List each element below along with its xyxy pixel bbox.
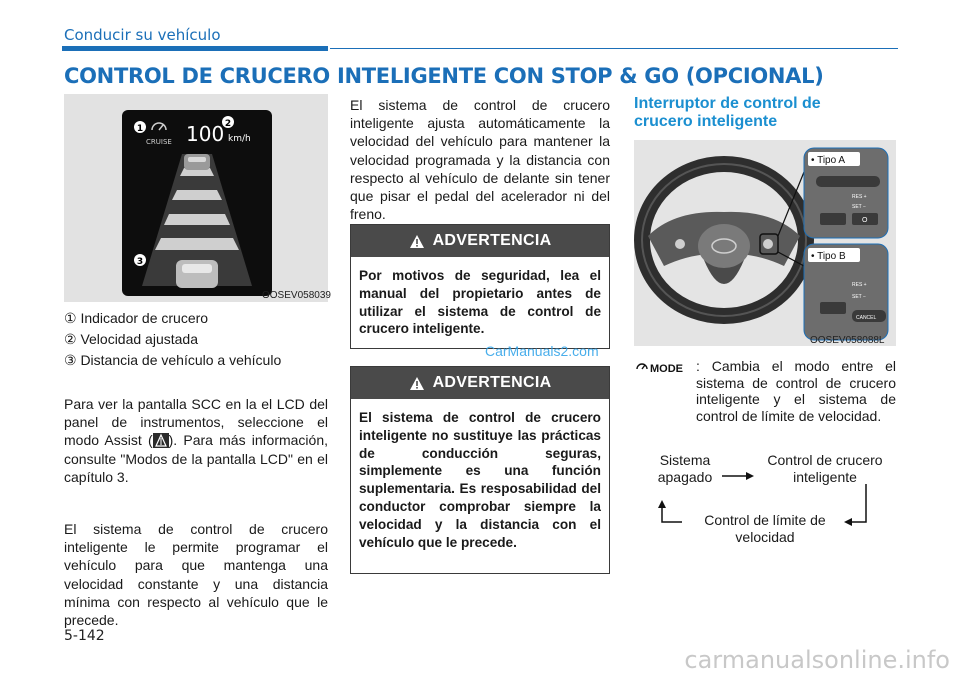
svg-text:SET −: SET − <box>852 294 866 300</box>
distance-button-b <box>820 302 846 314</box>
speed-unit: km/h <box>228 134 251 144</box>
type-a-label: • Tipo A <box>811 155 846 166</box>
mode-button-icon <box>634 360 694 376</box>
scc-display-text-a: Para ver la pantalla SCC en la el LCD del panel de instrumentos, seleccione el modo Assist ( <box>64 396 328 449</box>
figure2-code: OOSEV058088L <box>810 335 885 346</box>
assist-mode-icon <box>153 433 169 448</box>
warning-text-2: El sistema de control de crucero inteligente no sustituye las prácticas de conducción seguras, simplemente es una función suplementaria. Es resposabilidad del conductor comprobar siempre la velocidad y la distancia con el vehículo que le precede. <box>359 410 601 550</box>
warning-box-2 <box>350 366 610 574</box>
svg-text:RES +: RES + <box>852 194 867 200</box>
cruise-display-figure <box>64 94 328 302</box>
footer-site: carmanualsonline.info <box>684 646 950 674</box>
horn-pad <box>698 224 750 268</box>
watermark: CarManuals2.com <box>485 343 599 359</box>
cruise-label: CRUISE <box>146 138 172 146</box>
type-b-label: • Tipo B <box>811 251 846 262</box>
svg-text:O: O <box>862 217 868 224</box>
warning-title-2: ADVERTENCIA <box>432 374 552 391</box>
subtitle-line-1: Interruptor de control de <box>634 95 821 112</box>
cancel-button-a <box>820 213 846 225</box>
warning-header-2 <box>351 367 609 399</box>
scc-description-paragraph: El sistema de control de crucero inteligente ajusta automáticamente la velocidad del vehículo para mantener la velocidad programada y la distancia con respecto al vehículo de delante sin tener que pisar el pedal del acelerador ni del freno. <box>350 97 610 223</box>
legend-list <box>64 308 328 371</box>
marker-1-label: 1 <box>136 124 144 134</box>
scc-display-paragraph <box>64 395 328 486</box>
flow-arrows <box>634 460 896 530</box>
set-speed: 100 <box>186 122 225 146</box>
mode-button-label: MODE <box>650 363 683 375</box>
figure1-code: OOSEV058039 <box>262 290 331 301</box>
flow-system-off: Sistema apagado <box>657 452 713 485</box>
subtitle-line-2: crucero inteligente <box>634 113 778 130</box>
steering-wheel-graphic <box>634 140 896 346</box>
section-title: Conducir su vehículo <box>64 26 221 44</box>
marker-2-label: 2 <box>224 119 232 129</box>
svg-text:CANCEL: CANCEL <box>856 315 877 321</box>
header-rule-thick <box>62 46 328 51</box>
distance-bar-2 <box>172 190 222 200</box>
mode-text: : Cambia el modo entre el sistema de control de crucero inteligente y el sistema de control de límite de velocidad. <box>696 358 896 424</box>
marker-3-label: 3 <box>136 257 144 267</box>
flow-speed-limit: Control de límite de velocidad <box>704 512 826 545</box>
distance-bar-4 <box>155 238 239 250</box>
legend-item-2: ② Velocidad ajustada <box>64 331 198 347</box>
switch-subtitle <box>634 95 821 131</box>
svg-text:SET −: SET − <box>852 204 866 210</box>
arrow-scc-to-limit <box>848 484 866 522</box>
warning-header-1 <box>351 225 609 257</box>
page-number: 5-142 <box>64 628 105 644</box>
lcd-screen <box>122 110 272 296</box>
svg-text:RES +: RES + <box>852 282 867 288</box>
page-title: CONTROL DE CRUCERO INTELIGENTE CON STOP & GO (OPCIONAL) <box>64 64 824 88</box>
legend-item-3: ③ Distancia de vehículo a vehículo <box>64 352 282 368</box>
flow-cruise-control: Control de crucero inteligente <box>767 452 883 485</box>
scc-display-text-b: ). Para más información, consulte "Modos de la pantalla LCD" en el capítulo 3. <box>64 432 329 485</box>
steering-wheel-figure <box>634 140 896 346</box>
warning-icon <box>409 234 425 249</box>
warning-box-1 <box>350 224 610 349</box>
warning-title-1: ADVERTENCIA <box>432 232 552 249</box>
scc-intro-paragraph: El sistema de control de crucero inteligente le permite programar el vehículo para que mantenga una velocidad constante y una distancia mínima con respecto al vehículo que le precede. <box>64 521 328 629</box>
warning-icon <box>409 376 425 391</box>
legend-item-1: ① Indicador de crucero <box>64 310 209 326</box>
mode-button-a <box>816 176 880 187</box>
header-rule-thin <box>330 48 898 49</box>
lcd-graphic <box>122 110 272 296</box>
warning-text-1: Por motivos de seguridad, lea el manual del propietario antes de utilizar el sistema de control de crucero inteligente. <box>359 268 601 337</box>
distance-bar-3 <box>164 214 230 225</box>
